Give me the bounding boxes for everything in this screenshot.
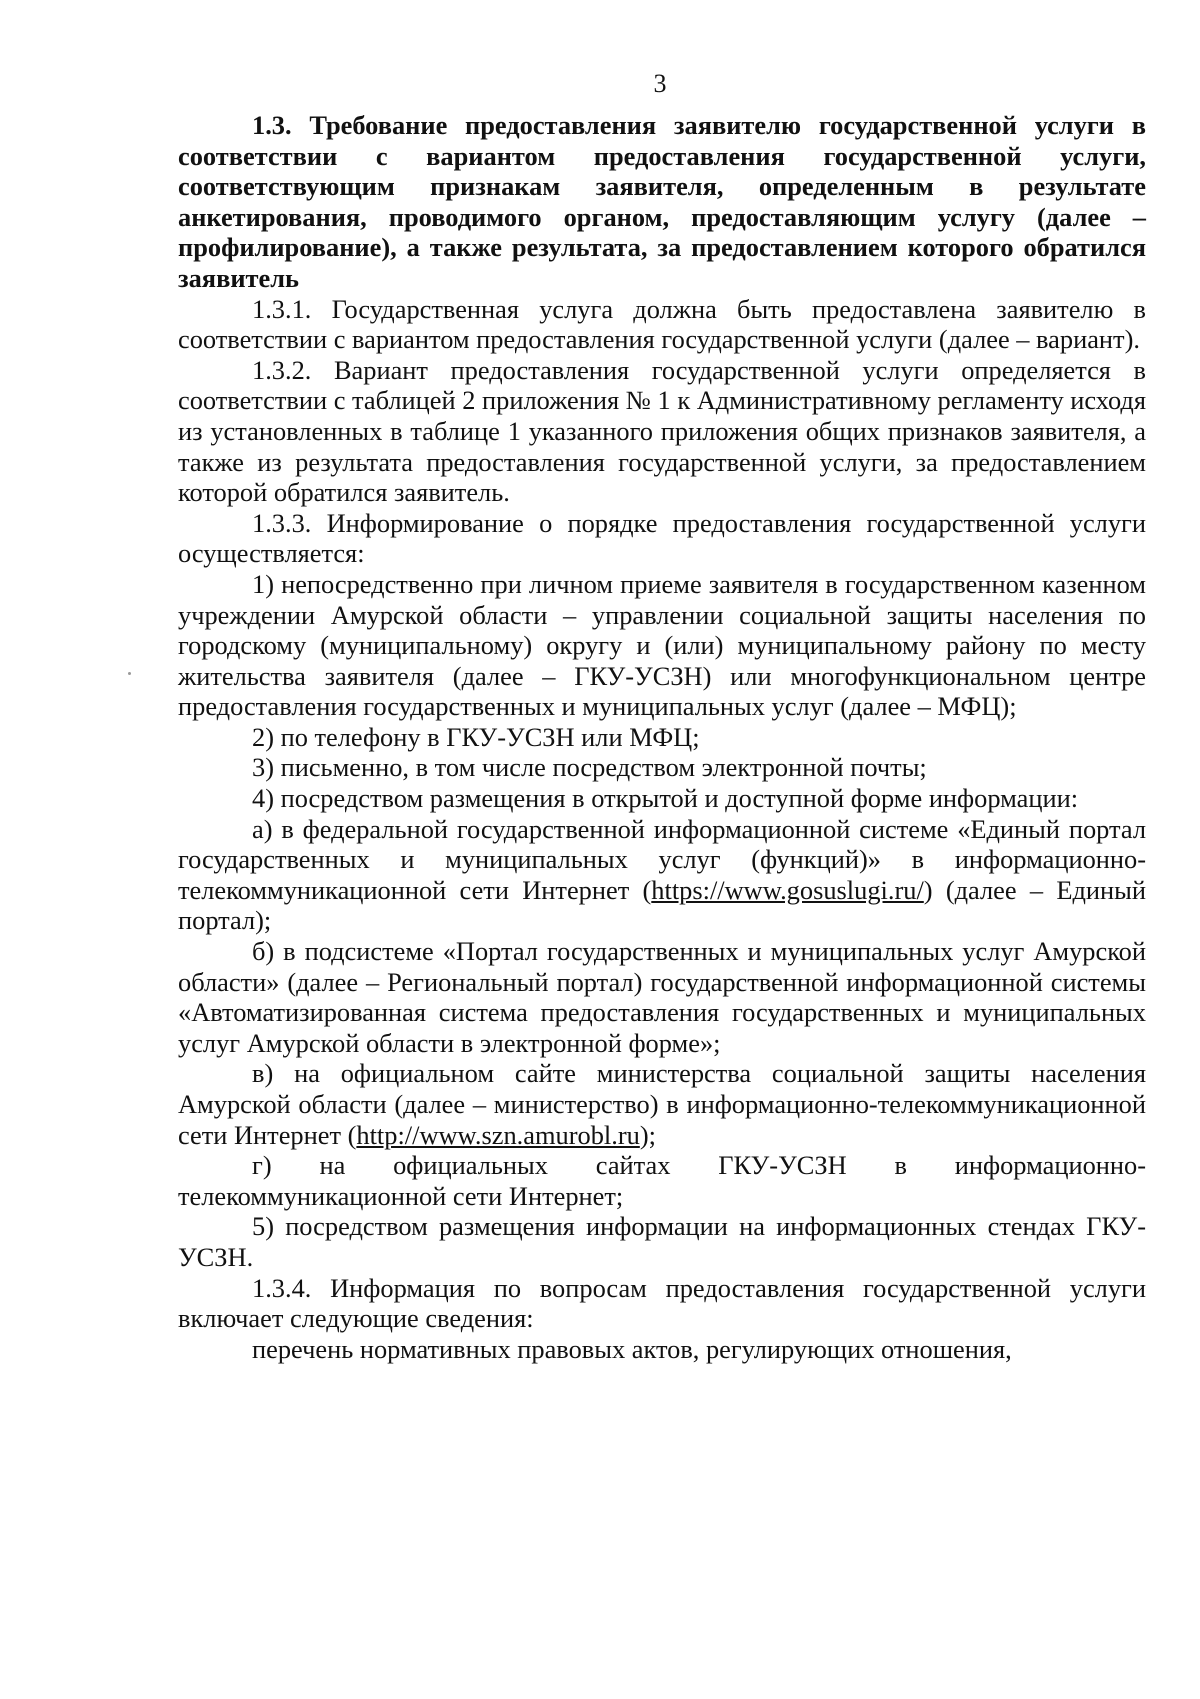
list-item-2: 2) по телефону в ГКУ-УСЗН или МФЦ; — [252, 721, 700, 752]
item-a-tail: ) (далее – Единый портал); — [178, 874, 1146, 936]
paragraph-1-3-4: 1.3.4. Информация по вопросам предоставления государственной услуги включает следующие сведения: — [178, 1272, 1146, 1334]
list-item-4: 4) посредством размещения в открытой и доступной форме информации: — [252, 783, 1079, 814]
list-item-b: б) в подсистеме «Портал государственных и муниципальных услуг Амурской области» (далее – Региональный портал) государственной информационной системы «Автоматизированная система предоставления государственных и муниципальных услуг Амурской области в электронной форме»; — [178, 936, 1146, 1058]
list-item-5: 5) посредством размещения информации на информационных стендах ГКУ-УСЗН. — [178, 1211, 1146, 1272]
page-number: 3 — [653, 69, 667, 98]
paragraph-1-3-3: 1.3.3. Информирование о порядке предоставления государственной услуги осуществляется: — [178, 507, 1146, 569]
list-item-a — [178, 814, 1146, 936]
item-v-tail: ); — [639, 1119, 656, 1150]
item-a-text: а) в федеральной государственной информационной системе «Единый портал государственных и муниципальных услуг (функций)» в информационно-телекоммуникационной сети Интернет ( — [178, 813, 1146, 905]
szn-amurobl-link[interactable]: http://www.szn.amurobl.ru — [356, 1119, 640, 1150]
paragraph-1-3-2: 1.3.2. Вариант предоставления государственной услуги определяется в соответствии с таблицей 2 приложения № 1 к Административному регламенту исходя из установленных в таблице 1 указанного приложения общих признаков заявителя, а также из результата предоставления государственной услуги, за предоставлением которой обратился заявитель. — [178, 354, 1146, 508]
list-item-v — [178, 1058, 1146, 1150]
list-item-3: 3) письменно, в том числе посредством электронной почты; — [252, 752, 927, 783]
section-heading: 1.3. Требование предоставления заявителю государственной услуги в соответствии с вариантом предоставления государственной услуги, соответствующим признакам заявителя, определенным в результате анкетирования, проводимого органом, предоставляющим услугу (далее – профилирование), а также результата, за предоставлением которого обратился заявитель — [178, 110, 1146, 293]
paragraph-list-start: перечень нормативных правовых актов, регулирующих отношения, — [252, 1333, 1012, 1364]
paragraph-1-3-1: 1.3.1. Государственная услуга должна быть предоставлена заявителю в соответствии с вариантом предоставления государственной услуги (далее – вариант). — [178, 293, 1146, 355]
document-body — [178, 110, 1146, 1364]
gosuslugi-link[interactable]: https://www.gosuslugi.ru/ — [651, 874, 924, 905]
list-item-1: 1) непосредственно при личном приеме заявителя в государственном казенном учреждении Амурской области – управлении социальной защиты населения по городскому (муниципальному) округу и (или) муниципальному району по месту жительства заявителя (далее – ГКУ-УСЗН) или многофункциональном центре предоставления государственных и муниципальных услуг (далее – МФЦ); — [178, 568, 1146, 722]
item-v-text: в) на официальном сайте министерства социальной защиты населения Амурской области (далее – министерство) в информационно-телекоммуникационной сети Интернет ( — [178, 1058, 1146, 1150]
scan-speck — [128, 672, 131, 675]
list-item-g: г) на официальных сайтах ГКУ-УСЗН в информационно-телекоммуникационной сети Интернет; — [178, 1150, 1146, 1211]
